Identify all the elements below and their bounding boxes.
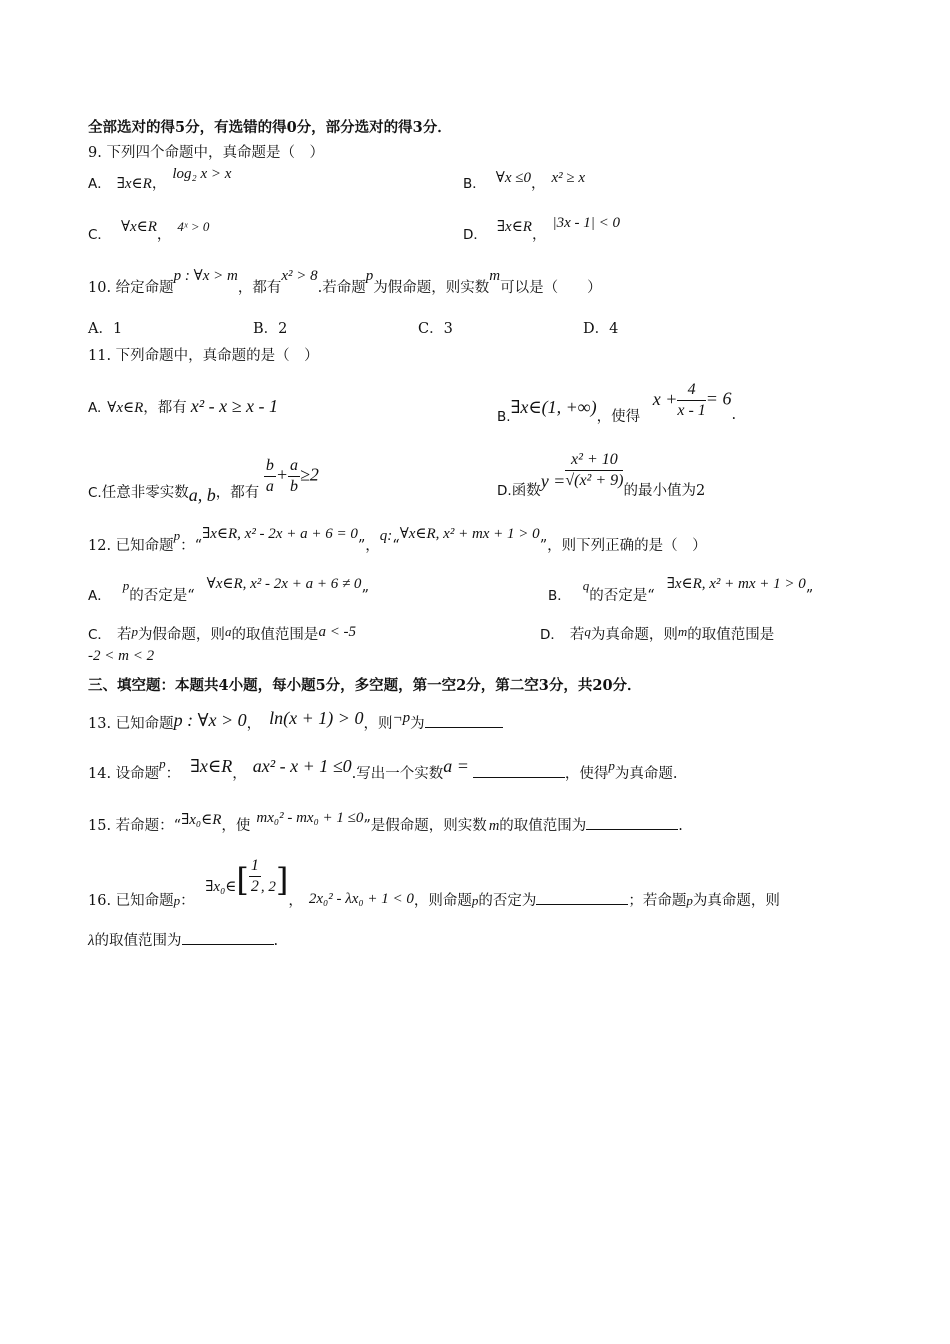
q12-option-c-continued: -2 < m < 2	[88, 648, 155, 664]
q9-option-b: B． ∀x ≤0， x² ≥ x	[463, 170, 586, 192]
q10-stem: 10. 给定命题p : ∀x > m，都有x² > 8.若命题p为假命题，则实数m可以是（ ）	[88, 268, 602, 296]
q11-b-fraction: $\frac{4}{x - 1}$	[677, 381, 706, 419]
q10-option-a: A．1	[88, 321, 123, 337]
q12-option-d: D． 若q为真命题，则m的取值范围是	[540, 624, 775, 643]
q13: 13. 已知命题p : ∀x > 0， ln(x + 1) > 0，则¬p为	[88, 712, 503, 734]
q9-option-c: C． ∀x∈R，4ˣ > 0	[88, 219, 210, 243]
q15: 15. 若命题：“∃x₀∈R，使 mx₀² - mx₀ + 1 ≤0”是假命题，则实数 m的取值范围为 .	[88, 810, 683, 834]
q16-answer-blank-2[interactable]	[182, 930, 274, 945]
section3-heading: 三、填空题：本题共4小题，每小题5分，多空题，第一空2分，第二空3分，共20分．	[88, 677, 642, 694]
q10-option-b: B．2	[253, 321, 288, 337]
q11-option-c: C.任意非零实数a, b，都有 $\frac{b}{a}$ + $\frac{a}{b}$ ≥2	[88, 457, 319, 505]
section2-note: 全部选对的得5分，有选错的得0分，部分选对的得3分．	[88, 119, 452, 136]
q13-answer-blank[interactable]	[425, 713, 503, 728]
q9-option-a: A． ∃x∈R，log₂ x > x	[88, 166, 232, 192]
q12-option-a: A．p的否定是“∀x∈R, x² - 2x + a + 6 ≠ 0”	[88, 576, 369, 604]
q11-option-d: D.函数y = $\frac{\text{x² + 10}}{\text{√(x² + 9)}}$ 的最小值为2	[497, 451, 706, 499]
q9-option-d: D． ∃x∈R，|3x - 1| < 0	[463, 215, 620, 243]
q14-answer-blank[interactable]	[473, 763, 565, 778]
q16-line1: 16. 已知命题p： ∃x₀∈[ $\frac{1}{2}$ , 2]， 2x₀² - λx₀ + 1 < 0，则命题p的否定为 ；若命题p为真命题，则	[88, 857, 780, 909]
q16-line2: λ的取值范围为 .	[88, 930, 278, 951]
q9-stem: 9. 下列四个命题中，真命题是（ ）	[88, 145, 324, 161]
q12-option-b: B．q的否定是“∃x∈R, x² + mx + 1 > 0”	[548, 576, 814, 604]
q11-option-a: A. ∀x∈R，都有 x² - x ≥ x - 1	[88, 396, 279, 416]
q11-option-b: B.∃x∈(1, +∞)，使得 x + $\frac{4}{x - 1}$ = 6.	[497, 381, 737, 425]
q10-option-c: C．3	[418, 321, 453, 337]
q16-answer-blank-1[interactable]	[536, 890, 628, 905]
q11-stem: 11. 下列命题中，真命题的是（ ）	[88, 348, 319, 364]
q12-stem: 12. 已知命题p：“∃x∈R, x² - 2x + a + 6 = 0”，q:“∀x∈R, x² + mx + 1 > 0”，则下列正确的是（ ）	[88, 526, 707, 554]
q10-option-d: D．4	[583, 321, 619, 337]
q12-option-c: C． 若p为假命题，则a的取值范围是a < -5	[88, 624, 357, 643]
q15-answer-blank[interactable]	[586, 815, 678, 830]
q14: 14. 设命题p： ∃x∈R， ax² - x + 1 ≤0.写出一个实数a = ，使得p为真命题.	[88, 756, 678, 782]
